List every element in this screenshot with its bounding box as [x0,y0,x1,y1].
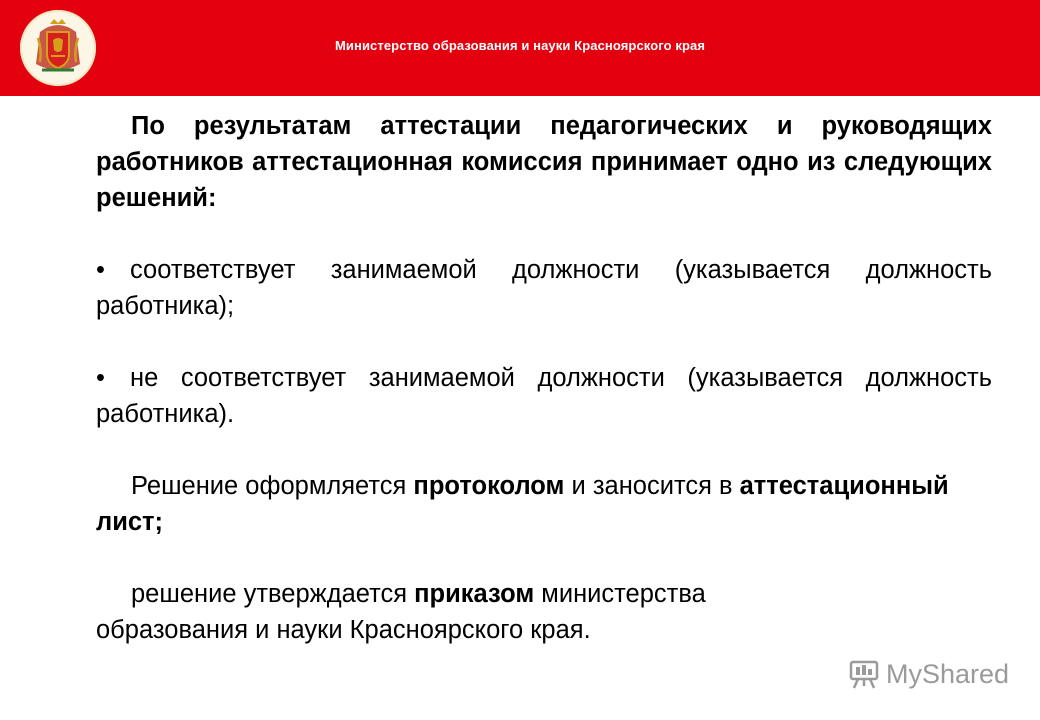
decision-protocol: протоколом [413,472,565,500]
presentation-board-icon [848,658,880,690]
bullet-text: не соответствует занимаемой должности (указывается должность работника). [96,364,992,428]
bullet-icon: • [96,364,105,392]
approval-order: приказом [414,580,535,608]
slide-body [96,108,992,648]
bullet-item [96,252,992,324]
approval-suffix: министерства образования и науки Красноярского края. [96,580,706,644]
intro-paragraph: По результатам аттестации педагогических и руководящих работников аттестационная комиссия принимает одно из следующих решений: [96,112,992,212]
decision-sheet: аттестационный лист; [96,472,949,536]
decision-paragraph [96,468,992,540]
watermark [848,654,1009,694]
bullet-icon: • [96,256,105,284]
bullet-item [96,360,992,432]
decision-middle: и заносится в [564,472,740,500]
approval-prefix: решение утверждается [131,580,415,608]
header-band [0,0,1040,96]
approval-paragraph [96,576,992,648]
decision-prefix: Решение оформляется [131,472,414,500]
watermark-text: MyShared [886,658,1010,689]
bullet-text: соответствует занимаемой должности (указывается должность работника); [96,256,992,320]
ministry-title: Министерство образования и науки Красноярского края [334,38,706,53]
